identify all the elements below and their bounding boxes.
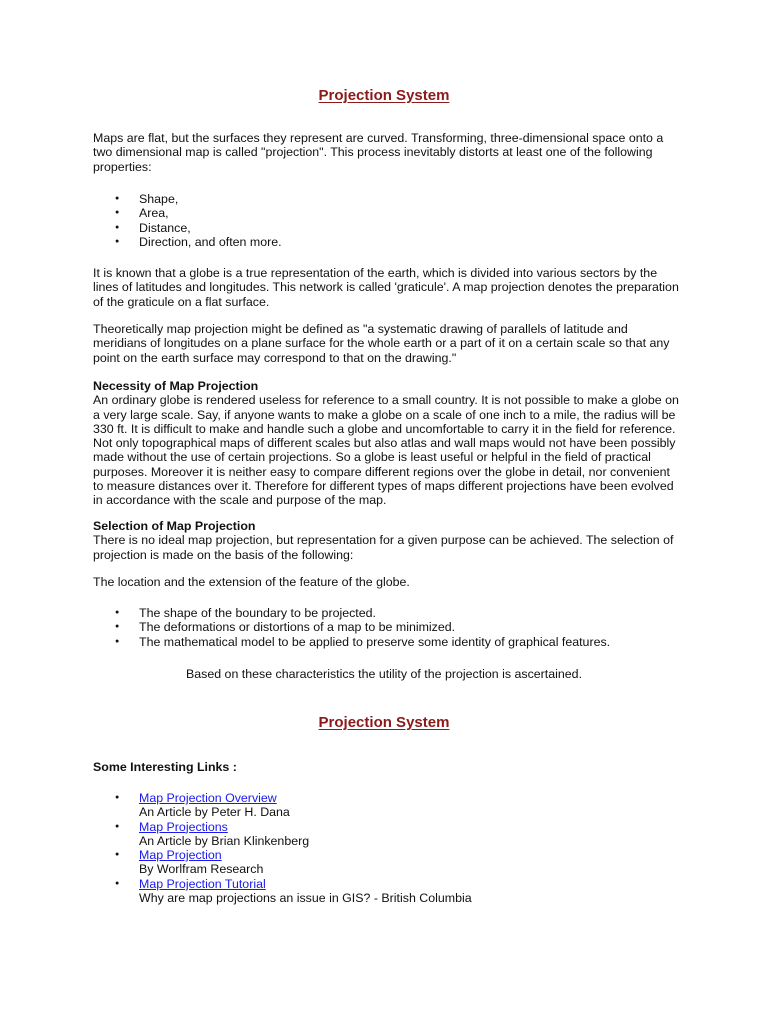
list-item bbox=[93, 848, 683, 877]
page-title: Projection System bbox=[318, 87, 450, 104]
list-item: ● Shape, bbox=[93, 192, 683, 206]
list-item: ● The deformations or distortions of a map to be minimized. bbox=[93, 620, 683, 634]
criteria-list bbox=[93, 606, 683, 649]
list-item bbox=[93, 791, 683, 820]
list-item bbox=[93, 820, 683, 849]
list-item: ● Direction, and often more. bbox=[93, 235, 683, 249]
link-description: An Article by Brian Klinkenberg bbox=[139, 833, 310, 848]
graticule-paragraph: It is known that a globe is a true representation of the earth, which is divided into various sectors by the lines of latitudes and longitudes. This network is called 'graticule'. A map projection denotes the preparation of the graticule on a flat surface. bbox=[93, 266, 679, 309]
list-item bbox=[93, 877, 683, 906]
link-map-projection-tutorial[interactable]: Map Projection Tutorial bbox=[139, 876, 266, 891]
conclusion-line: Based on these characteristics the utility of the projection is ascertained. bbox=[185, 667, 583, 681]
link-description: An Article by Peter H. Dana bbox=[139, 805, 290, 820]
list-item: ● The mathematical model to be applied to preserve some identity of graphical features. bbox=[93, 635, 683, 649]
list-item: ● The shape of the boundary to be projected. bbox=[93, 606, 683, 620]
list-item: ● Area, bbox=[93, 206, 683, 220]
properties-list bbox=[93, 192, 683, 249]
link-description: By Worlfram Research bbox=[139, 862, 264, 877]
links-heading: Some Interesting Links : bbox=[93, 760, 237, 774]
necessity-text: An ordinary globe is rendered useless for reference to a small country. It is not possible to make a globe on a very large scale. Say, if anyone wants to make a globe on a scale of one inch to a mile, the radius will be 330 ft. It is difficult to make and handle such a globe and uncomfortable to carry it in the field for reference. Not only topographical maps of different scales but also atlas and wall maps would not have been possibly made without the use of certain projections. So a globe is least useful or helpful in the field of practical purposes. Moreover it is neither easy to compare different regions over the globe in detail, nor convenient to measure distances over it. Therefore for different types of maps different projections have been evolved in accordance with the scale and purpose of the map. bbox=[93, 393, 679, 508]
links-list bbox=[93, 791, 683, 905]
selection-text: There is no ideal map projection, but representation for a given purpose can be achieved. The selection of projection is made on the basis of the following: bbox=[93, 533, 674, 562]
link-map-projection-overview[interactable]: Map Projection Overview bbox=[139, 791, 277, 805]
definition-paragraph: Theoretically map projection might be defined as "a systematic drawing of parallels of latitude and meridians of longitudes on a plane surface for the whole earth or a part of it on a certain scale so that any point on the earth surface may correspond to that on the drawing." bbox=[93, 322, 670, 365]
necessity-heading: Necessity of Map Projection bbox=[93, 379, 259, 393]
necessity-section bbox=[93, 379, 683, 508]
intro-paragraph: Maps are flat, but the surfaces they represent are curved. Transforming, three-dimensional space onto a two dimensional map is called "projection". This process inevitably distorts at least one of the following properties: bbox=[93, 131, 664, 174]
location-line: The location and the extension of the feature of the globe. bbox=[93, 575, 410, 589]
link-map-projection[interactable]: Map Projection bbox=[139, 848, 222, 863]
link-map-projections[interactable]: Map Projections bbox=[139, 819, 228, 834]
page-title-repeat: Projection System bbox=[318, 714, 450, 731]
selection-section bbox=[93, 519, 683, 562]
list-item: ● Distance, bbox=[93, 221, 683, 235]
selection-heading: Selection of Map Projection bbox=[93, 519, 256, 533]
link-description: Why are map projections an issue in GIS? - British Columbia bbox=[139, 891, 472, 906]
